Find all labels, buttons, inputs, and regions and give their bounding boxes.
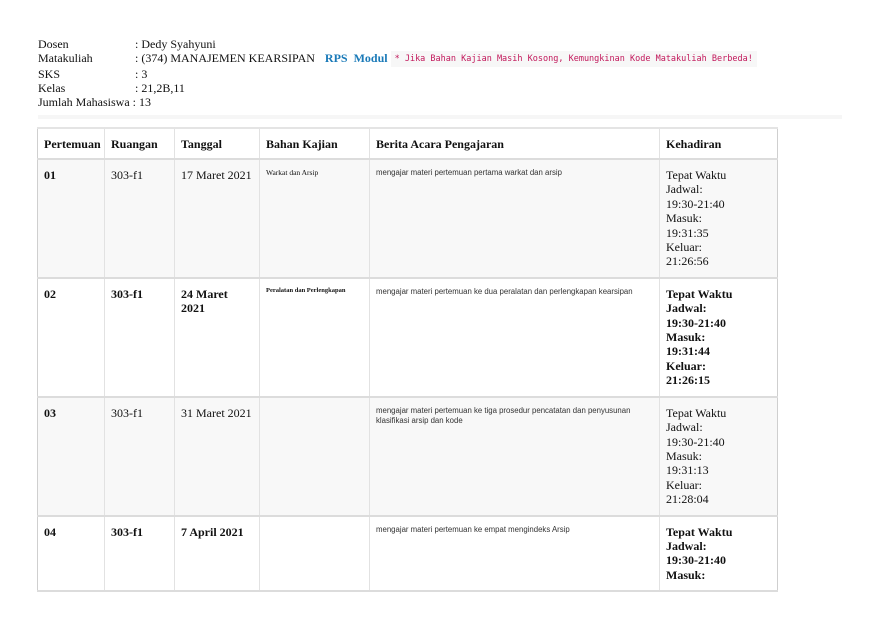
table-header-row bbox=[38, 128, 778, 159]
kehadiran-cell bbox=[660, 397, 778, 516]
kehadiran-cell bbox=[660, 159, 778, 278]
jadwal-value: 19:30-21:40 bbox=[666, 553, 726, 568]
jadwal-label: Jadwal: bbox=[666, 182, 703, 197]
keluar-label: Keluar: bbox=[666, 358, 706, 373]
kelas-value: : 21,2B,11 bbox=[135, 81, 185, 95]
berita-acara-cell: mengajar materi pertemuan ke empat mengindeks Arsip bbox=[370, 516, 660, 592]
tanggal-cell: 31 Maret 2021 bbox=[175, 397, 260, 516]
dosen-label: Dosen bbox=[38, 37, 69, 51]
jumlah-value: : 13 bbox=[132, 95, 151, 109]
col-tanggal: Tanggal bbox=[175, 128, 260, 159]
attendance-table bbox=[37, 127, 778, 592]
col-pertemuan: Pertemuan bbox=[38, 128, 105, 159]
table-row bbox=[38, 159, 778, 278]
masuk-label: Masuk: bbox=[666, 211, 702, 226]
masuk-value: 19:31:35 bbox=[666, 225, 709, 240]
jumlah-label: Jumlah Mahasiswa bbox=[38, 95, 130, 109]
matakuliah-row bbox=[38, 51, 757, 67]
berita-acara-cell: mengajar materi pertemuan ke tiga prosedur pencatatan dan penyusunan klasifikasi arsip dan kode bbox=[370, 397, 660, 516]
status-text: Tepat Waktu bbox=[666, 405, 727, 420]
keluar-value: 21:26:15 bbox=[666, 373, 710, 388]
col-kehadiran: Kehadiran bbox=[660, 128, 778, 159]
keluar-value: 21:28:04 bbox=[666, 492, 709, 507]
ruangan-cell: 303-f1 bbox=[105, 397, 175, 516]
pertemuan-cell: 03 bbox=[38, 397, 105, 516]
kelas-label: Kelas bbox=[38, 81, 66, 95]
keluar-label: Keluar: bbox=[666, 240, 702, 255]
jadwal-label: Jadwal: bbox=[666, 301, 707, 316]
masuk-value: 19:31:13 bbox=[666, 463, 709, 478]
jadwal-value: 19:30-21:40 bbox=[666, 315, 726, 330]
bahan-kajian-cell: Warkat dan Arsip bbox=[260, 159, 370, 278]
jadwal-value: 19:30-21:40 bbox=[666, 196, 725, 211]
header-divider bbox=[38, 115, 842, 119]
kehadiran-cell bbox=[660, 516, 778, 592]
sks-value: : 3 bbox=[135, 67, 148, 81]
pertemuan-cell: 02 bbox=[38, 278, 105, 397]
dosen-value: : Dedy Syahyuni bbox=[135, 37, 216, 51]
bahan-kajian-cell bbox=[260, 397, 370, 516]
dosen-row bbox=[38, 37, 757, 51]
jadwal-label: Jadwal: bbox=[666, 538, 707, 553]
ruangan-cell: 303-f1 bbox=[105, 516, 175, 592]
ruangan-cell: 303-f1 bbox=[105, 278, 175, 397]
keluar-value: 21:26:56 bbox=[666, 254, 709, 269]
masuk-label: Masuk: bbox=[666, 567, 706, 582]
masuk-label: Masuk: bbox=[666, 330, 706, 345]
table-row bbox=[38, 516, 778, 592]
bahan-kajian-note: * Jika Bahan Kajian Masih Kosong, Kemungkinan Kode Matakuliah Berbeda! bbox=[391, 51, 757, 67]
tanggal-cell: 24 Maret 2021 bbox=[175, 278, 260, 397]
table-row bbox=[38, 278, 778, 397]
table-row bbox=[38, 397, 778, 516]
bahan-kajian-cell: Peralatan dan Perlengkapan bbox=[260, 278, 370, 397]
jadwal-value: 19:30-21:40 bbox=[666, 434, 725, 449]
kelas-row bbox=[38, 81, 757, 95]
col-berita-acara: Berita Acara Pengajaran bbox=[370, 128, 660, 159]
sks-row bbox=[38, 67, 757, 81]
modul-link[interactable]: Modul bbox=[353, 51, 388, 65]
berita-acara-cell: mengajar materi pertemuan ke dua peralatan dan perlengkapan kearsipan bbox=[370, 278, 660, 397]
attendance-table-wrapper bbox=[37, 127, 777, 592]
bahan-kajian-cell bbox=[260, 516, 370, 592]
col-bahan-kajian: Bahan Kajian bbox=[260, 128, 370, 159]
rps-link[interactable]: RPS bbox=[324, 51, 348, 65]
status-text: Tepat Waktu bbox=[666, 168, 727, 182]
col-ruangan: Ruangan bbox=[105, 128, 175, 159]
jumlah-row bbox=[38, 95, 757, 109]
tanggal-cell: 7 April 2021 bbox=[175, 516, 260, 592]
status-text: Tepat Waktu bbox=[666, 286, 733, 301]
course-header bbox=[38, 37, 757, 109]
masuk-value: 19:31:44 bbox=[666, 344, 710, 359]
sks-label: SKS bbox=[38, 67, 61, 81]
matakuliah-label: Matakuliah bbox=[38, 51, 93, 65]
matakuliah-value: : (374) MANAJEMEN KEARSIPAN bbox=[135, 51, 315, 65]
pertemuan-cell: 04 bbox=[38, 516, 105, 592]
tanggal-cell: 17 Maret 2021 bbox=[175, 159, 260, 278]
berita-acara-cell: mengajar materi pertemuan pertama warkat dan arsip bbox=[370, 159, 660, 278]
pertemuan-cell: 01 bbox=[38, 159, 105, 278]
status-text: Tepat Waktu bbox=[666, 524, 733, 539]
jadwal-label: Jadwal: bbox=[666, 420, 703, 435]
ruangan-cell: 303-f1 bbox=[105, 159, 175, 278]
kehadiran-cell bbox=[660, 278, 778, 397]
keluar-label: Keluar: bbox=[666, 477, 702, 492]
masuk-label: Masuk: bbox=[666, 448, 702, 463]
